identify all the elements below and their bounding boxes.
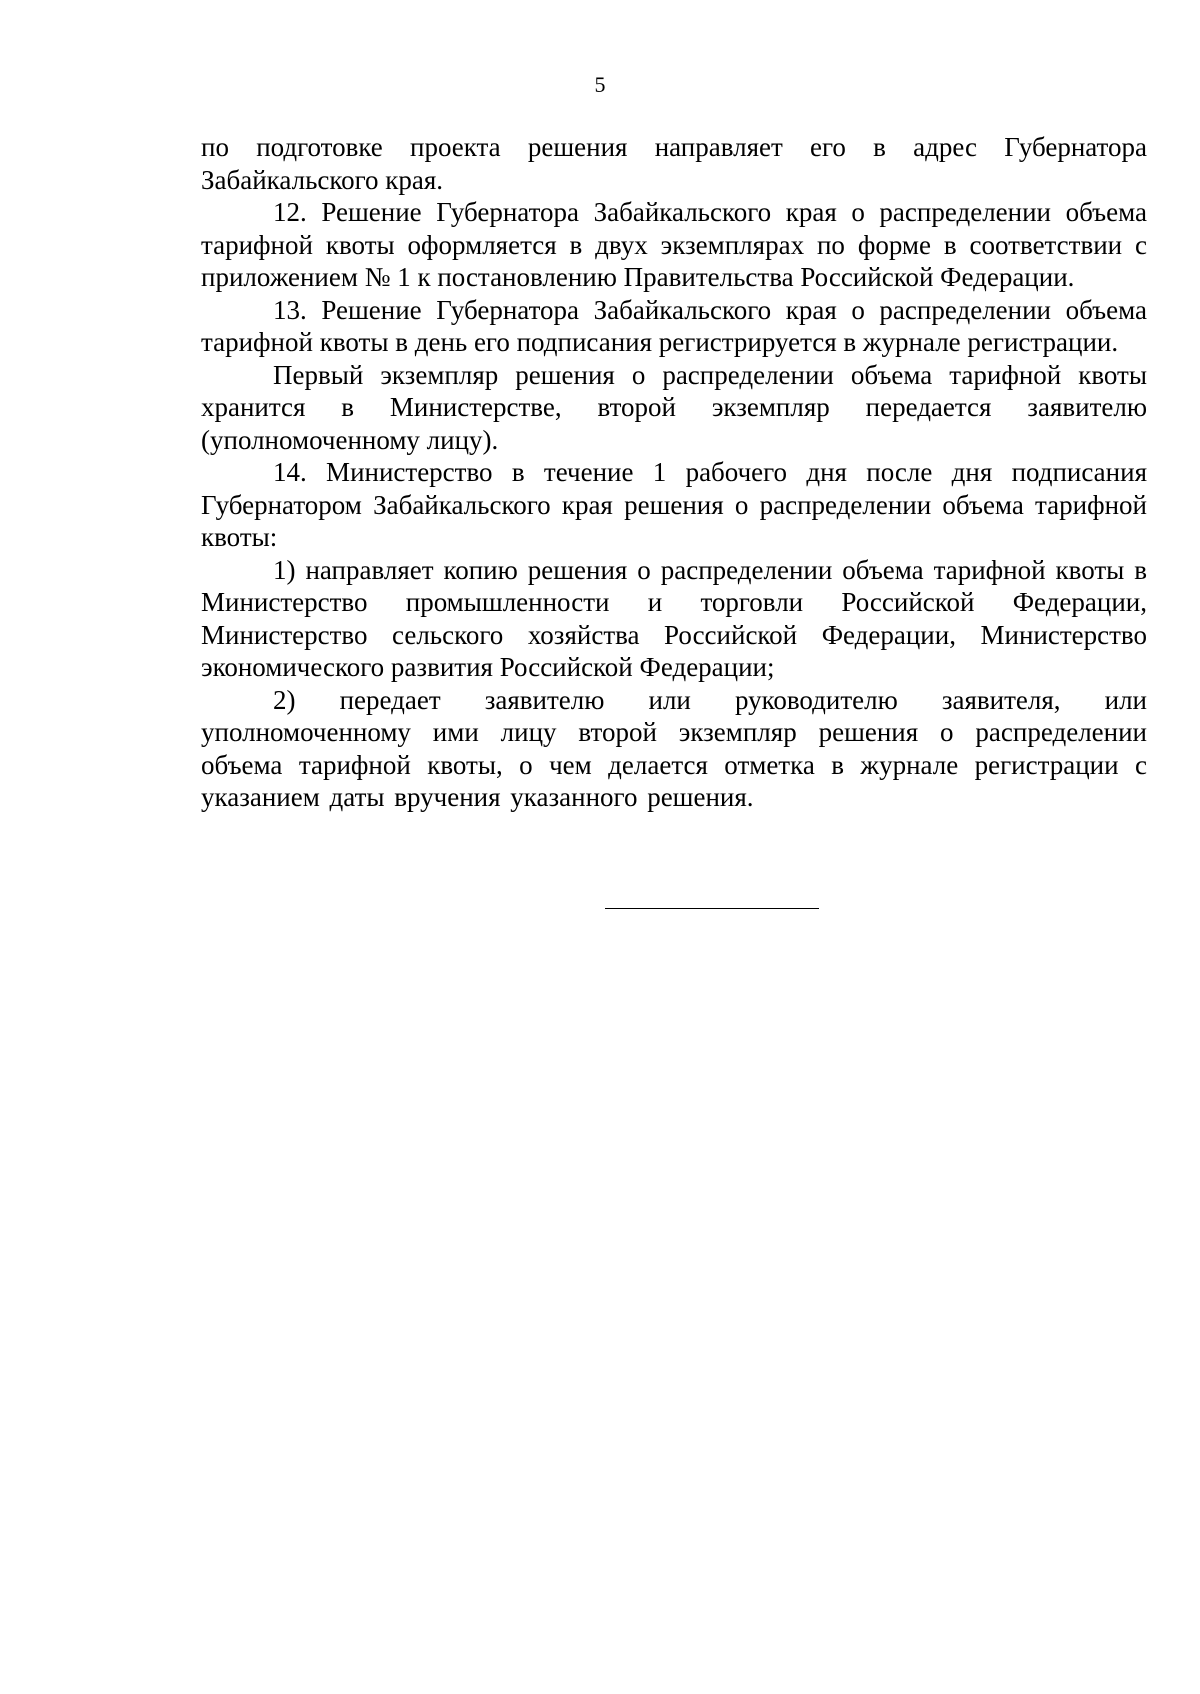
paragraph-subitem-1: 1) направляет копию решения о распределении объема тарифной квоты в Министерство промышленности и торговли Российской Федерации, Министерство сельского хозяйства Российской Федерации, Министерство экономического развития Российской Федерации; [201,554,1147,682]
paragraph-subitem-2: 2) передает заявителю или руководителю заявителя, или уполномоченному ими лицу второй экземпляр решения о распределении объема тарифной квоты, о чем делается отметка в журнале регистрации с указанием даты вручения указанного решения. [201,684,1147,812]
page-number: 5 [594,72,606,97]
paragraph-item-12: 12. Решение Губернатора Забайкальского края о распределении объема тарифной квоты оформляется в двух экземплярах по форме в соответствии с приложением № 1 к постановлению Правительства Российской Федерации. [201,197,1147,292]
document-body [201,131,1147,814]
end-of-document-line [605,908,819,909]
paragraph-first-copy: Первый экземпляр решения о распределении объема тарифной квоты хранится в Министерстве, второй экземпляр передается заявителю (уполномоченному лицу). [201,359,1147,455]
paragraph-item-13: 13. Решение Губернатора Забайкальского края о распределении объема тарифной квоты в день его подписания регистрируется в журнале регистрации. [201,294,1147,357]
paragraph-continuation: по подготовке проекта решения направляет его в адрес Губернатора Забайкальского края. [201,132,1147,195]
paragraph-item-14: 14. Министерство в течение 1 рабочего дня после дня подписания Губернатором Забайкальского края решения о распределении объема тарифной квоты: [201,457,1147,552]
